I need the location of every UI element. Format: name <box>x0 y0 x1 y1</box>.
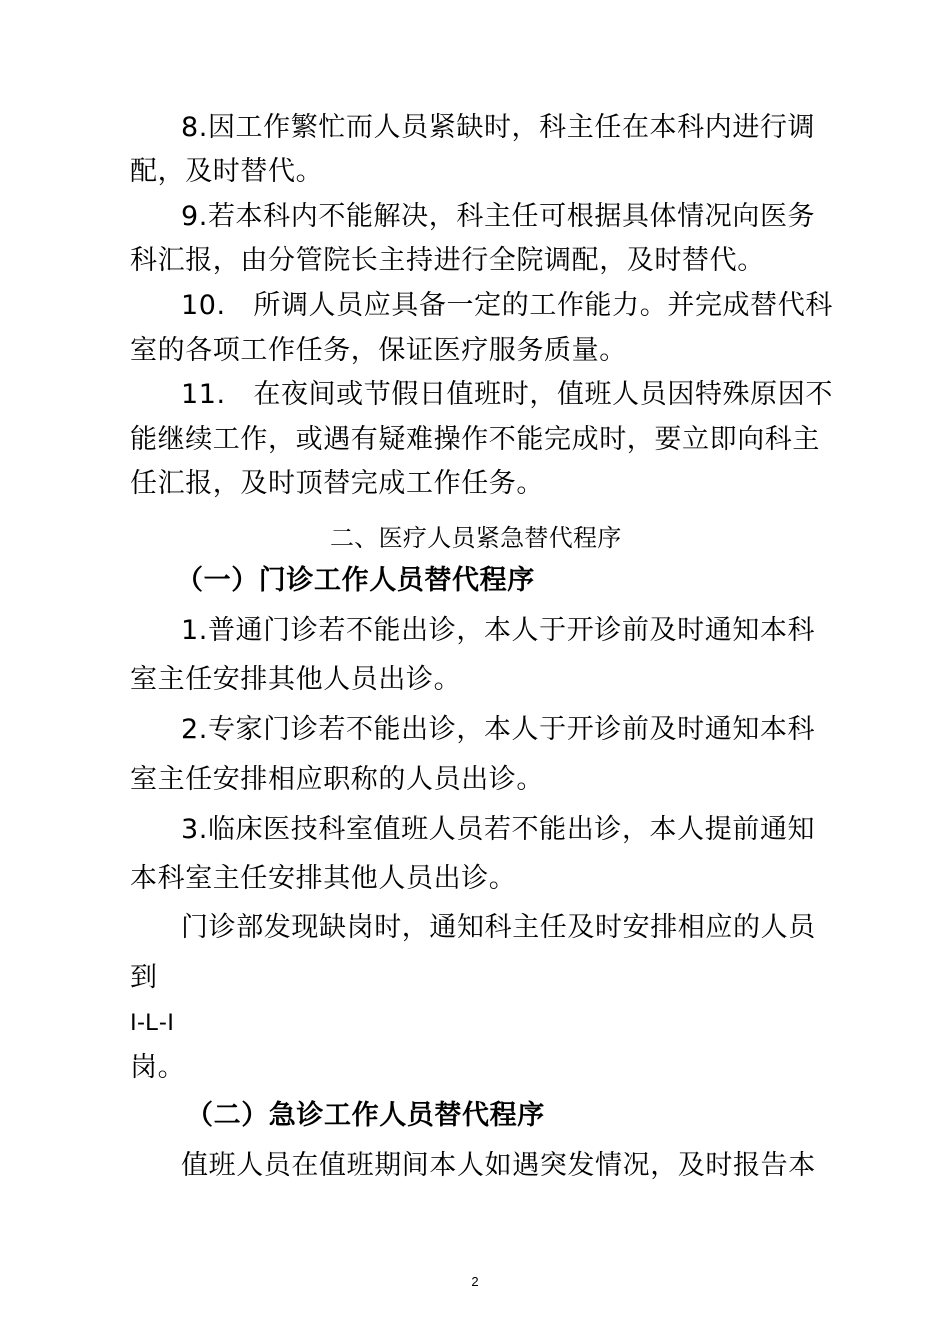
subsection-heading: （二）急诊工作人员替代程序 <box>186 1100 545 1131</box>
text-line: 2.专家门诊若不能出诊，本人于开诊前及时通知本科 <box>181 714 816 745</box>
text-line: I-L-I <box>130 1009 175 1036</box>
text-line: 3.临床医技科室值班人员若不能出诊，本人提前通知 <box>181 814 816 845</box>
text-line: 门诊部发现缺岗时，通知科主任及时安排相应的人员 <box>181 912 816 943</box>
text-line: 科汇报，由分管院长主持进行全院调配，及时替代。 <box>130 245 765 276</box>
text-line: 本科室主任安排其他人员出诊。 <box>130 863 517 894</box>
text-line: 配，及时替代。 <box>130 156 324 187</box>
text-line: 室主任安排其他人员出诊。 <box>130 664 462 695</box>
text-line: 11. 在夜间或节假日值班时，值班人员因特殊原因不 <box>181 379 833 410</box>
page-number: 2 <box>471 1274 479 1289</box>
text-line: 1.普通门诊若不能出诊，本人于开诊前及时通知本科 <box>181 615 816 646</box>
section-heading: 二、医疗人员紧急替代程序 <box>330 524 622 552</box>
text-line: 9.若本科内不能解决，科主任可根据具体情况向医务 <box>181 201 816 232</box>
text-line: 到 <box>130 962 158 993</box>
text-line: 10. 所调人员应具备一定的工作能力。并完成替代科 <box>181 290 833 321</box>
subsection-heading: （一）门诊工作人员替代程序 <box>176 565 535 596</box>
text-line: 室主任安排相应职称的人员出诊。 <box>130 764 544 795</box>
text-line: 室的各项工作任务，保证医疗服务质量。 <box>130 335 627 366</box>
text-line: 任汇报，及时顶替完成工作任务。 <box>130 468 544 499</box>
text-line: 值班人员在值班期间本人如遇突发情况，及时报告本 <box>181 1150 816 1181</box>
text-line: 岗。 <box>130 1052 186 1083</box>
text-line: 能继续工作，或遇有疑难操作不能完成时，要立即向科主 <box>130 424 820 455</box>
text-line: 8.因工作繁忙而人员紧缺时，科主任在本科内进行调 <box>181 112 816 143</box>
